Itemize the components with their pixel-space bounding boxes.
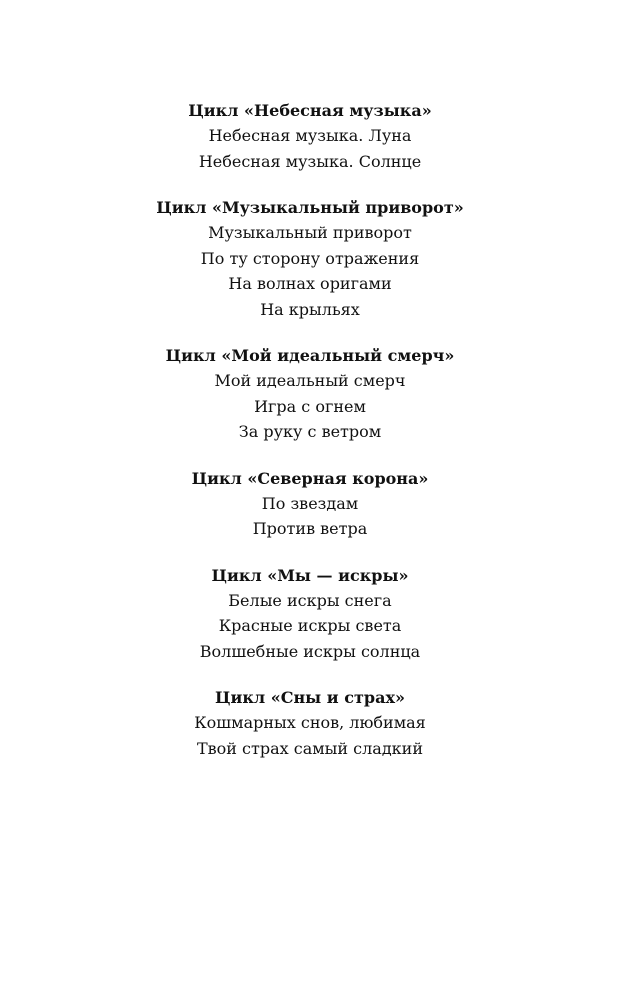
book-title: За руку с ветром [238,422,382,441]
series-list [0,98,620,782]
book-title: Против ветра [252,519,368,538]
book-title: Музыкальный приворот [208,223,412,242]
series-title: Цикл «Сны и страх» [215,688,405,707]
series-block [0,343,620,445]
series-block [0,466,620,542]
book-title: По ту сторону отражения [200,248,420,268]
book-title: Волшебные искры солнца [199,641,421,661]
book-title: На крыльях [260,299,360,319]
series-title: Цикл «Мы — искры» [211,565,409,585]
series-title: Цикл «Мой идеальный смерч» [165,346,455,365]
series-block [0,98,620,174]
book-title: На волнах оригами [228,274,392,293]
book-title: Белые искры снега [228,590,392,610]
series-block [0,195,620,322]
book-title: Кошмарных снов, любимая [194,713,426,732]
book-title: По звездам [261,493,359,513]
book-title: Мой идеальный смерч [214,371,406,390]
book-title: Твой страх самый сладкий [196,738,424,758]
series-title: Цикл «Музыкальный приворот» [156,198,464,217]
series-title: Цикл «Северная корона» [191,468,429,488]
series-block [0,685,620,761]
book-title: Небесная музыка. Луна [208,126,412,145]
series-title: Цикл «Небесная музыка» [188,101,432,120]
book-title: Игра с огнем [254,396,366,416]
book-title: Красные искры света [218,616,402,635]
series-block [0,563,620,665]
book-title: Небесная музыка. Солнце [198,151,422,171]
